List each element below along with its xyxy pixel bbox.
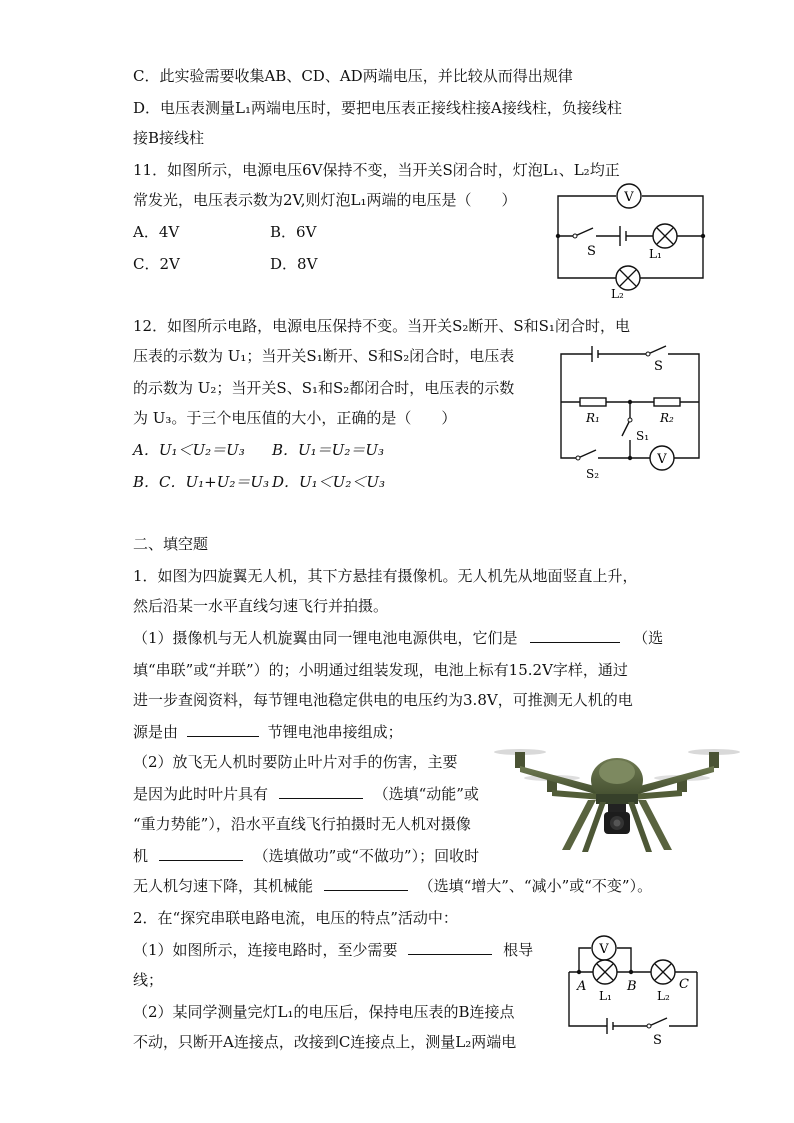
section-title: 二、填空题 [133,535,209,553]
f2-part1-cont: 线； [133,971,164,989]
f2-part2: （2）某同学测量完灯L₁的电压后，保持电压表的B连接点 [133,1003,515,1021]
q12-stem-cont-3: 为 U₃。于三个电压值的大小，正确的是（ ） [133,409,457,427]
f2-part2-cont: 不动，只断开A连接点，改接到C连接点上，测量L₂两端电 [133,1033,517,1051]
q12-option-b: B．U₁＝U₂＝U₃ [272,441,384,459]
q11-option-c: C．2V [133,255,180,273]
q12-r1-label: R₁ [586,411,600,425]
option-d-text: D．电压表测量L₁两端电压时，要把电压表正接线柱接A接线柱，负接线柱 [133,99,622,117]
q11-l2-label: L₂ [611,287,624,300]
q11-l1-label: L₁ [649,247,662,261]
q11-option-d: D．8V [270,255,318,273]
lamp-l1-icon [593,960,617,984]
q12-s2-label: S₂ [586,467,600,481]
f2-switch-label: S [653,1033,662,1048]
f1-part1-cont-3: 源是由 节锂电池串接组成； [133,723,403,741]
q11-circuit-diagram [555,180,710,300]
f2-point-a-label: A [577,979,587,994]
q12-option-c: B．C．U₁+U₂＝U₃ [133,473,270,491]
f2-part1: （1）如图所示，连接电路时，至少需要 根导 [133,941,534,959]
q12-stem-cont-2: 的示数为 U₂；当开关S、S₁和S₂都闭合时，电压表的示数 [133,379,515,397]
answer-blank[interactable] [159,846,243,861]
f1-stem-cont: 然后沿某一水平直线匀速飞行并拍摄。 [133,597,389,615]
resistor-r1-icon [580,398,606,406]
option-d-text-cont: 接B接线柱 [133,129,205,147]
q12-option-d: D．U₁＜U₂＜U₃ [272,473,385,491]
answer-blank[interactable] [408,940,492,955]
f2-point-b-label: B [627,979,637,994]
f1-part1-cont-2: 进一步查阅资料，每节锂电池稳定供电的电压约为3.8V，可推测无人机的电 [133,691,633,709]
q11-stem-cont: 常发光，电压表示数为2V,则灯泡L₁两端的电压是（ ） [133,191,517,209]
option-c-text: C．此实验需要收集AB、CD、AD两端电压，并比较从而得出规律 [133,67,573,85]
f1-part2: （2）放飞无人机时要防止叶片对手的伤害，主要 [133,753,458,771]
f2-point-c-label: C [679,977,689,992]
q12-s1-label: S₁ [636,429,650,443]
answer-blank[interactable] [187,722,259,737]
f1-part2-cont-4: 无人机匀速下降，其机械能 （选填“增大”、“减小”或“不变”）。 [133,877,653,895]
answer-blank[interactable] [324,876,408,891]
q11-switch-label: S [587,244,596,259]
f1-part2-cont-2: “重力势能”），沿水平直线飞行拍摄时无人机对摄像 [133,815,471,833]
voltmeter-icon [592,936,616,960]
q12-r2-label: R₂ [660,411,674,425]
q12-option-a: A．U₁＜U₂＝U₃ [133,441,245,459]
f2-circuit-diagram [565,930,703,1048]
lamp-l2-icon [651,960,675,984]
f1-part1-cont: 填“串联”或“并联”）的；小明通过组装发现，电池上标有15.2V字样，通过 [133,661,628,679]
drone-image [492,738,742,858]
q12-stem: 12．如图所示电路，电源电压保持不变。当开关S₂断开、S和S₁闭合时，电 [133,317,630,335]
resistor-r2-icon [654,398,680,406]
q12-voltmeter-label: V [657,452,667,467]
q11-stem: 11．如图所示，电源电压6V保持不变，当开关S闭合时，灯泡L₁、L₂均正 [133,161,620,179]
f2-l1-label: L₁ [599,989,612,1003]
q12-circuit-diagram [558,340,708,482]
f1-stem: 1．如图为四旋翼无人机，其下方悬挂有摄像机。无人机先从地面竖直上升， [133,567,638,585]
answer-blank[interactable] [279,784,363,799]
f1-part2-cont-3: 机 （选填做功”或“不做功”）；回收时 [133,847,480,865]
f2-voltmeter-label: V [599,942,609,957]
f2-stem: 2．在“探究串联电路电流，电压的特点”活动中： [133,909,458,927]
q11-option-b: B．6V [270,223,317,241]
answer-blank[interactable] [530,628,620,643]
q11-voltmeter-label: V [624,190,634,205]
q11-option-a: A．4V [133,223,180,241]
q12-stem-cont-1: 压表的示数为 U₁；当开关S₁断开、S和S₂闭合时，电压表 [133,347,515,365]
voltmeter-icon [650,446,674,470]
q12-switch-s-label: S [654,359,663,374]
f1-part1: （1）摄像机与无人机旋翼由同一锂电池电源供电，它们是 （选 [133,629,664,647]
lamp-l1-icon [653,224,677,248]
f1-part2-cont: 是因为此时叶片具有 （选填“动能”或 [133,785,479,803]
f2-l2-label: L₂ [657,989,670,1003]
voltmeter-icon [617,184,641,208]
